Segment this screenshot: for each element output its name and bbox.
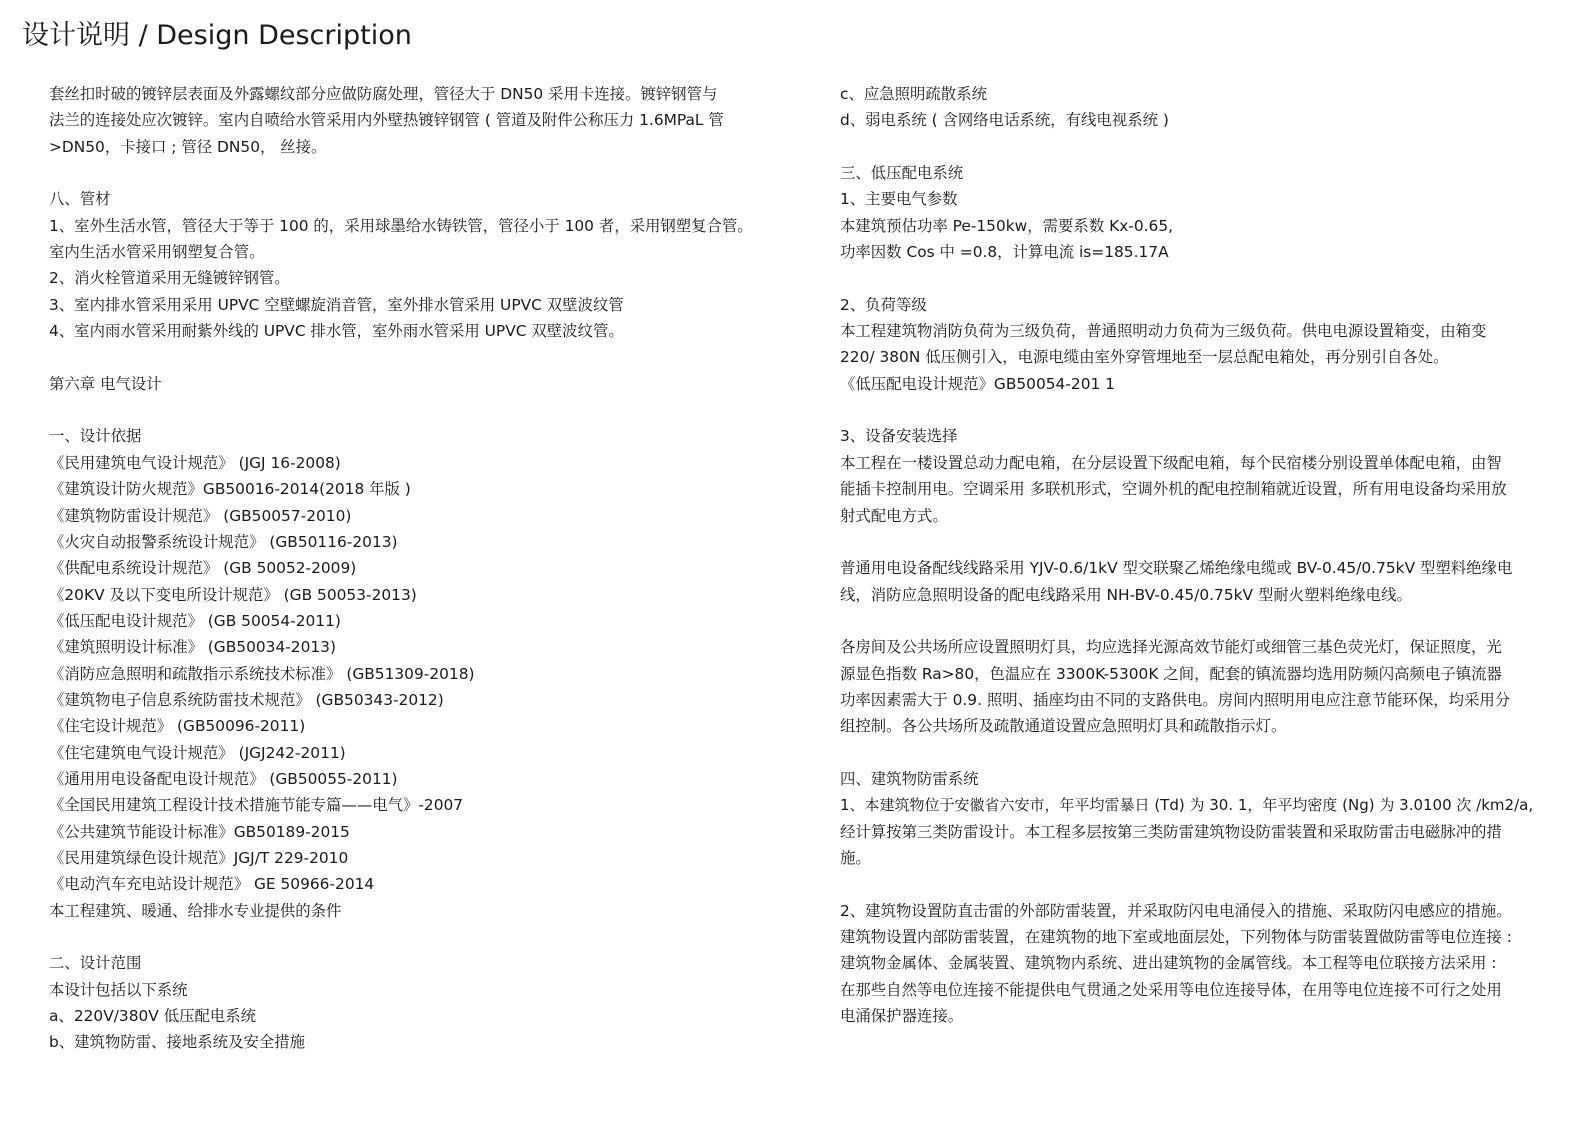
text-line: 线，消防应急照明设备的配电线路采用 NH-BV-0.45/0.75kV 型耐火塑料绝缘电线。 <box>840 585 1412 604</box>
text-line: 本工程建筑、暖通、给排水专业提供的条件 <box>49 901 342 920</box>
text-line: 八、管材 <box>49 190 111 209</box>
text-line: 220/ 380N 低压侧引入，电源电缆由室外穿管埋地至一层总配电箱处，再分别引自各处。 <box>840 348 1449 367</box>
text-line: 4、室内雨水管采用耐紫外线的 UPVC 排水管，室外雨水管采用 UPVC 双壁波纹管。 <box>49 322 624 341</box>
page-title: 设计说明 / Design Description <box>22 20 412 51</box>
text-line: a、220V/380V 低压配电系统 <box>49 1007 257 1026</box>
text-line: 能插卡控制用电。空调采用 多联机形式，空调外机的配电控制箱就近设置，所有用电设备均采用放 <box>840 480 1507 499</box>
text-line: 施。 <box>840 848 871 867</box>
text-line: 一、设计依据 <box>49 427 142 446</box>
text-line: >DN50，卡接口 ; 管径 DN50， 丝接。 <box>49 137 327 156</box>
blank-line <box>840 529 1540 555</box>
text-line: 建筑物金属体、金属装置、建筑物内系统、进出建筑物的金属管线。本工程等电位联接方法采用 : <box>840 954 1497 973</box>
text-line: 本建筑预估功率 Pe-150kw，需要系数 Kx-0.65, <box>840 216 1174 235</box>
text-line: 《建筑设计防火规范》GB50016-2014(2018 年版 ) <box>49 480 411 499</box>
text-line: 《消防应急照明和疏散指示系统技术标准》 (GB51309-2018) <box>49 664 475 683</box>
blank-line <box>840 134 1540 160</box>
text-line: 套丝扣时破的镀锌层表面及外露螺纹部分应做防腐处理，管径大于 DN50 采用卡连接。镀锌钢管与 <box>49 85 718 103</box>
text-line: 法兰的连接处应次镀锌。室内自喷给水管采用内外壁热镀锌钢管 ( 管道及附件公称压力 1.6MPaL 管 <box>49 111 724 130</box>
blank-line <box>49 924 769 950</box>
text-line: 3、室内排水管采用采用 UPVC 空壁螺旋消音管，室外排水管采用 UPVC 双壁波纹管 <box>49 295 624 314</box>
text-line: 电涌保护器连接。 <box>840 1007 964 1026</box>
text-line: 三、低压配电系统 <box>840 164 964 183</box>
text-line: 《低压配电设计规范》GB50054-201 1 <box>840 374 1115 393</box>
text-line: 室内生活水管采用钢塑复合管。 <box>49 243 265 262</box>
text-line: 2、建筑物设置防直击雷的外部防雷装置，并采取防闪电电涌侵入的措施、采取防闪电感应的措施。 <box>840 901 1512 920</box>
text-line: 《住宅设计规范》 (GB50096-2011) <box>49 717 306 736</box>
text-line: 《公共建筑节能设计标准》GB50189-2015 <box>49 822 350 841</box>
text-line: 《电动汽车充电站设计规范》 GE 50966-2014 <box>49 875 375 894</box>
text-line: 组控制。各公共场所及疏散通道设置应急照明灯具和疏散指示灯。 <box>840 717 1287 736</box>
text-line: 《20KV 及以下变电所设计规范》 (GB 50053-2013) <box>49 585 417 604</box>
text-line: 《住宅建筑电气设计规范》 (JGJ242-2011) <box>49 743 346 762</box>
text-line: 1、主要电气参数 <box>840 190 958 209</box>
text-line: 普通用电设备配线线路采用 YJV-0.6/1kV 型交联聚乙烯绝缘电缆或 BV-0.45/0.75kV 型塑料绝缘电 <box>840 559 1513 578</box>
text-line: 第六章 电气设计 <box>49 374 162 393</box>
blank-line <box>49 397 769 423</box>
blank-line <box>840 397 1540 423</box>
text-line: 本设计包括以下系统 <box>49 980 188 999</box>
blank-line <box>840 608 1540 634</box>
text-line: 射式配电方式。 <box>840 506 948 525</box>
text-line: 功率因素需大于 0.9. 照明、插座均由不同的支路供电。房间内照明用电应注意节能环保，均采用分 <box>840 690 1511 709</box>
text-line: 经计算按第三类防雷设计。本工程多层按第三类防雷建筑物设防雷装置和采取防雷击电磁脉冲的措 <box>840 822 1502 841</box>
blank-line <box>49 160 769 186</box>
text-line: 本工程建筑物消防负荷为三级负荷，普通照明动力负荷为三级负荷。供电电源设置箱变，由箱变 <box>840 322 1487 341</box>
blank-line <box>840 740 1540 766</box>
text-line: 建筑物设置内部防雷装置，在建筑物的地下室或地面层处，下列物体与防雷装置做防雷等电位连接 : <box>840 928 1512 946</box>
text-line: 3、设备安装选择 <box>840 427 958 446</box>
text-line: 《建筑照明设计标准》 (GB50034-2013) <box>49 638 336 657</box>
blank-line <box>840 265 1540 291</box>
text-line: 1、室外生活水管，管径大于等于 100 的，采用球墨给水铸铁管，管径小于 100 者，采用钢塑复合管。 <box>49 216 753 235</box>
text-line: 《民用建筑电气设计规范》 (JGJ 16-2008) <box>49 453 341 472</box>
blank-line <box>49 344 769 370</box>
text-line: 《通用用电设备配电设计规范》 (GB50055-2011) <box>49 769 398 788</box>
left-column <box>49 81 769 1056</box>
text-line: 《建筑物防雷设计规范》 (GB50057-2010) <box>49 506 352 525</box>
text-line: c、应急照明疏散系统 <box>840 85 987 103</box>
text-line: 《火灾自动报警系统设计规范》 (GB50116-2013) <box>49 532 398 551</box>
text-line: b、建筑物防雷、接地系统及安全措施 <box>49 1033 306 1052</box>
text-line: 四、建筑物防雷系统 <box>840 769 979 788</box>
text-line: 《建筑物电子信息系统防雷技术规范》 (GB50343-2012) <box>49 690 444 709</box>
right-column <box>840 81 1540 1029</box>
text-line: 各房间及公共场所应设置照明灯具，均应选择光源高效节能灯或细管三基色荧光灯，保证照度，光 <box>840 638 1502 657</box>
text-line: 2、负荷等级 <box>840 295 927 314</box>
text-line: 《低压配电设计规范》 (GB 50054-2011) <box>49 611 341 630</box>
text-line: 功率因数 Cos 中 =0.8，计算电流 is=185.17A <box>840 243 1169 262</box>
text-line: 1、本建筑物位于安徽省六安市，年平均雷暴日 (Td) 为 30. 1，年平均密度 (Ng) 为 3.0100 次 /km2/a, <box>840 796 1534 815</box>
text-line: 《民用建筑绿色设计规范》JGJ/T 229-2010 <box>49 848 349 867</box>
text-line: 在那些自然等电位连接不能提供电气贯通之处采用等电位连接导体，在用等电位连接不可行之处用 <box>840 980 1502 999</box>
text-line: 《全国民用建筑工程设计技术措施节能专篇——电气》-2007 <box>49 796 464 815</box>
text-line: 源显色指数 Ra>80，色温应在 3300K-5300K 之间，配套的镇流器均选用防频闪高频电子镇流器 <box>840 664 1502 683</box>
text-line: 2、消火栓管道采用无缝镀锌钢管。 <box>49 269 290 288</box>
blank-line <box>840 871 1540 897</box>
text-line: 《供配电系统设计规范》 (GB 50052-2009) <box>49 559 357 578</box>
text-line: 本工程在一楼设置总动力配电箱，在分层设置下级配电箱，每个民宿楼分别设置单体配电箱，由智 <box>840 453 1502 472</box>
text-line: d、弱电系统 ( 含网络电话系统，有线电视系统 ) <box>840 111 1169 130</box>
text-line: 二、设计范围 <box>49 954 142 973</box>
